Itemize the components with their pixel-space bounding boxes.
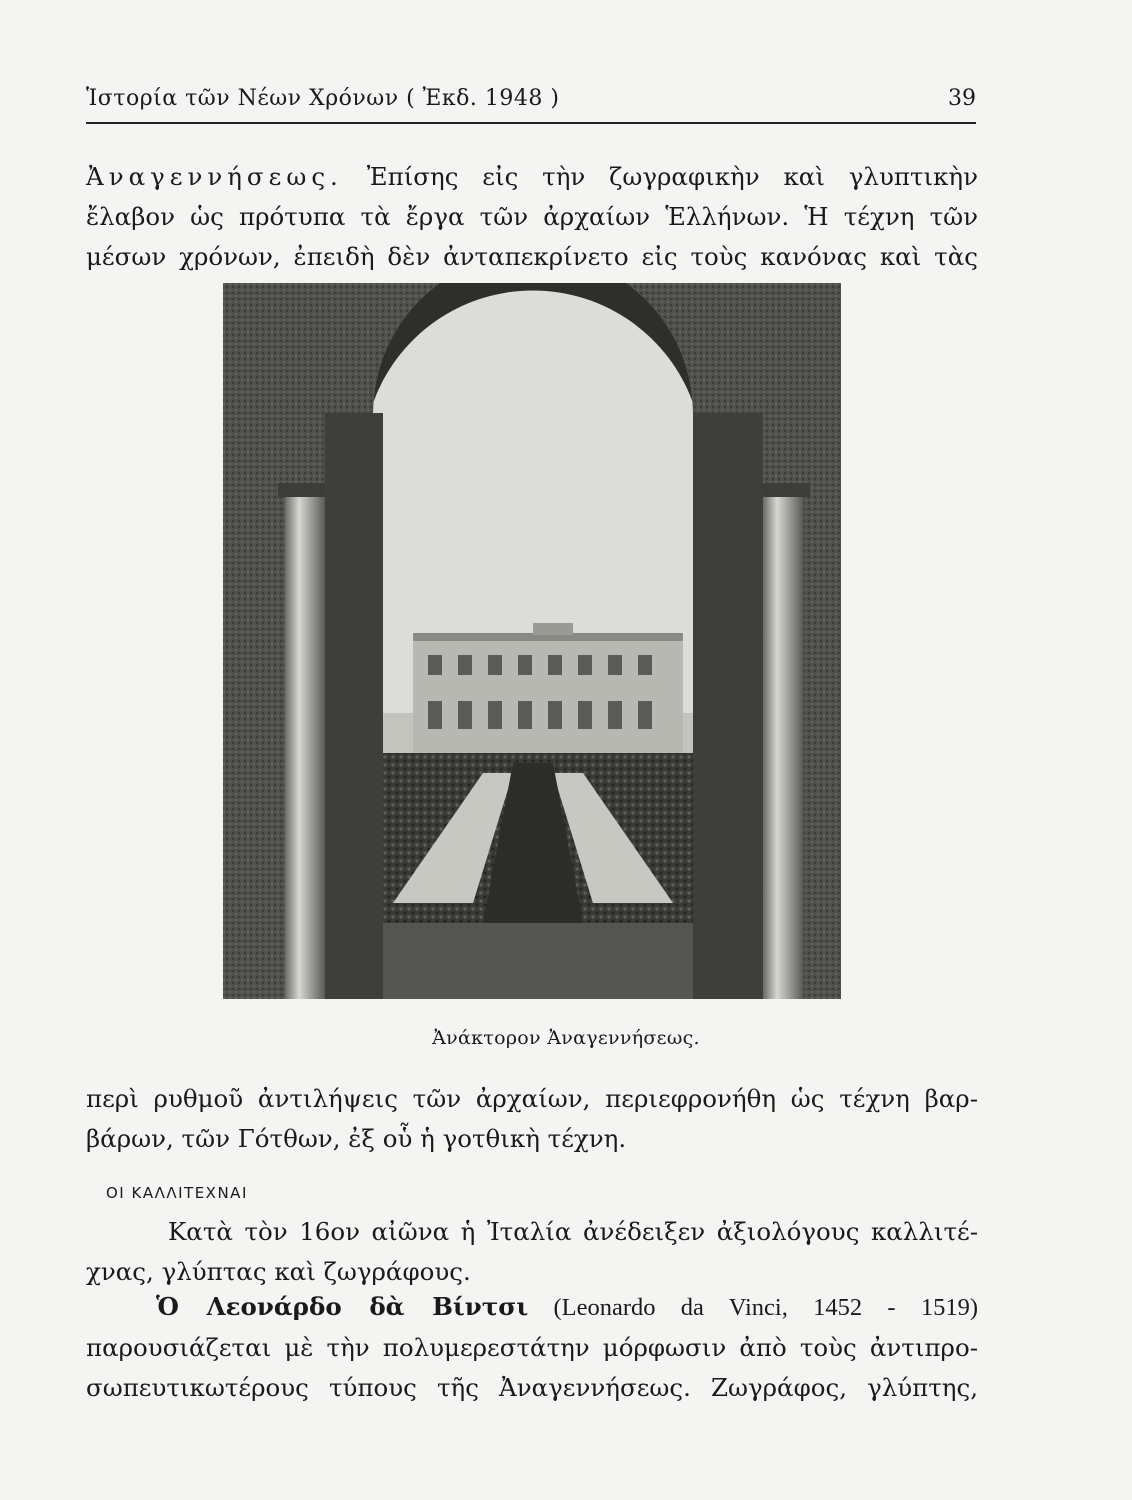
- paragraph-3: [86, 1212, 978, 1292]
- section-heading: ΟΙ ΚΑΛΛΙΤΕΧΝΑΙ: [106, 1184, 248, 1202]
- paragraph-2-line-2: βάρων, τῶν Γότθων, ἐξ οὗ ἡ γοτθικὴ τέχνη.: [86, 1124, 627, 1153]
- left-column: [285, 493, 325, 999]
- paragraph-1-line-2: ἔλαβον ὡς πρότυπα τὰ ἔργα τῶν ἀρχαίων Ἑλλήνων. Ἡ τέχνη τῶν: [86, 202, 978, 231]
- paragraph-4-line-2: παρουσιάζεται μὲ τὴν πολυμερεστάτην μόρφωσιν ἀπὸ τοὺς ἀντιπρο-: [86, 1333, 978, 1362]
- paragraph-1: [86, 157, 978, 277]
- page-header: [86, 86, 976, 116]
- paragraph-4: [86, 1287, 978, 1408]
- paragraph-4-line-3: σωπευτικωτέρους τύπους τῆς Ἀναγεννήσεως. Ζωγράφος, γλύπτης,: [86, 1373, 978, 1402]
- running-title: Ἱστορία τῶν Νέων Χρόνων ( Ἐκδ. 1948 ): [86, 86, 560, 111]
- paragraph-4-line-1: [86, 1287, 978, 1328]
- header-rule: [86, 122, 976, 124]
- page-number: 39: [948, 86, 976, 111]
- spaced-word: Ἀναγεννήσεως.: [86, 162, 343, 191]
- paragraph-3-line-1: Κατὰ τὸν 16ον αἰῶνα ἡ Ἰταλία ἀνέδειξεν ἀξιολόγους καλλιτέ-: [168, 1217, 978, 1246]
- figure-caption: Ἀνάκτορον Ἀναγεννήσεως.: [432, 1027, 700, 1049]
- line-text: Ἐπίσης εἰς τὴν ζωγραφικὴν καὶ γλυπτικὴν: [342, 162, 978, 191]
- person-name: Ὁ Λεονάρδο δὰ Βίντσι: [156, 1292, 529, 1321]
- paragraph-3-line-2: χνας, γλύπτας καὶ ζωγράφους.: [86, 1257, 471, 1286]
- paragraph-1-line-1: [86, 157, 978, 197]
- photo-illustration: [223, 283, 841, 999]
- line-text: (Leonardo da Vinci, 1452 - 1519): [528, 1294, 978, 1321]
- paragraph-1-line-3: μέσων χρόνων, ἐπειδὴ δὲν ἀνταπεκρίνετο εἰς τοὺς κανόνας καὶ τὰς: [86, 242, 978, 271]
- paragraph-2: [86, 1079, 978, 1159]
- right-column: [763, 493, 803, 999]
- palace-photograph: [223, 283, 841, 999]
- paragraph-2-line-1: περὶ ρυθμοῦ ἀντιλήψεις τῶν ἀρχαίων, περιεφρονήθη ὡς τέχνη βαρ-: [86, 1084, 978, 1113]
